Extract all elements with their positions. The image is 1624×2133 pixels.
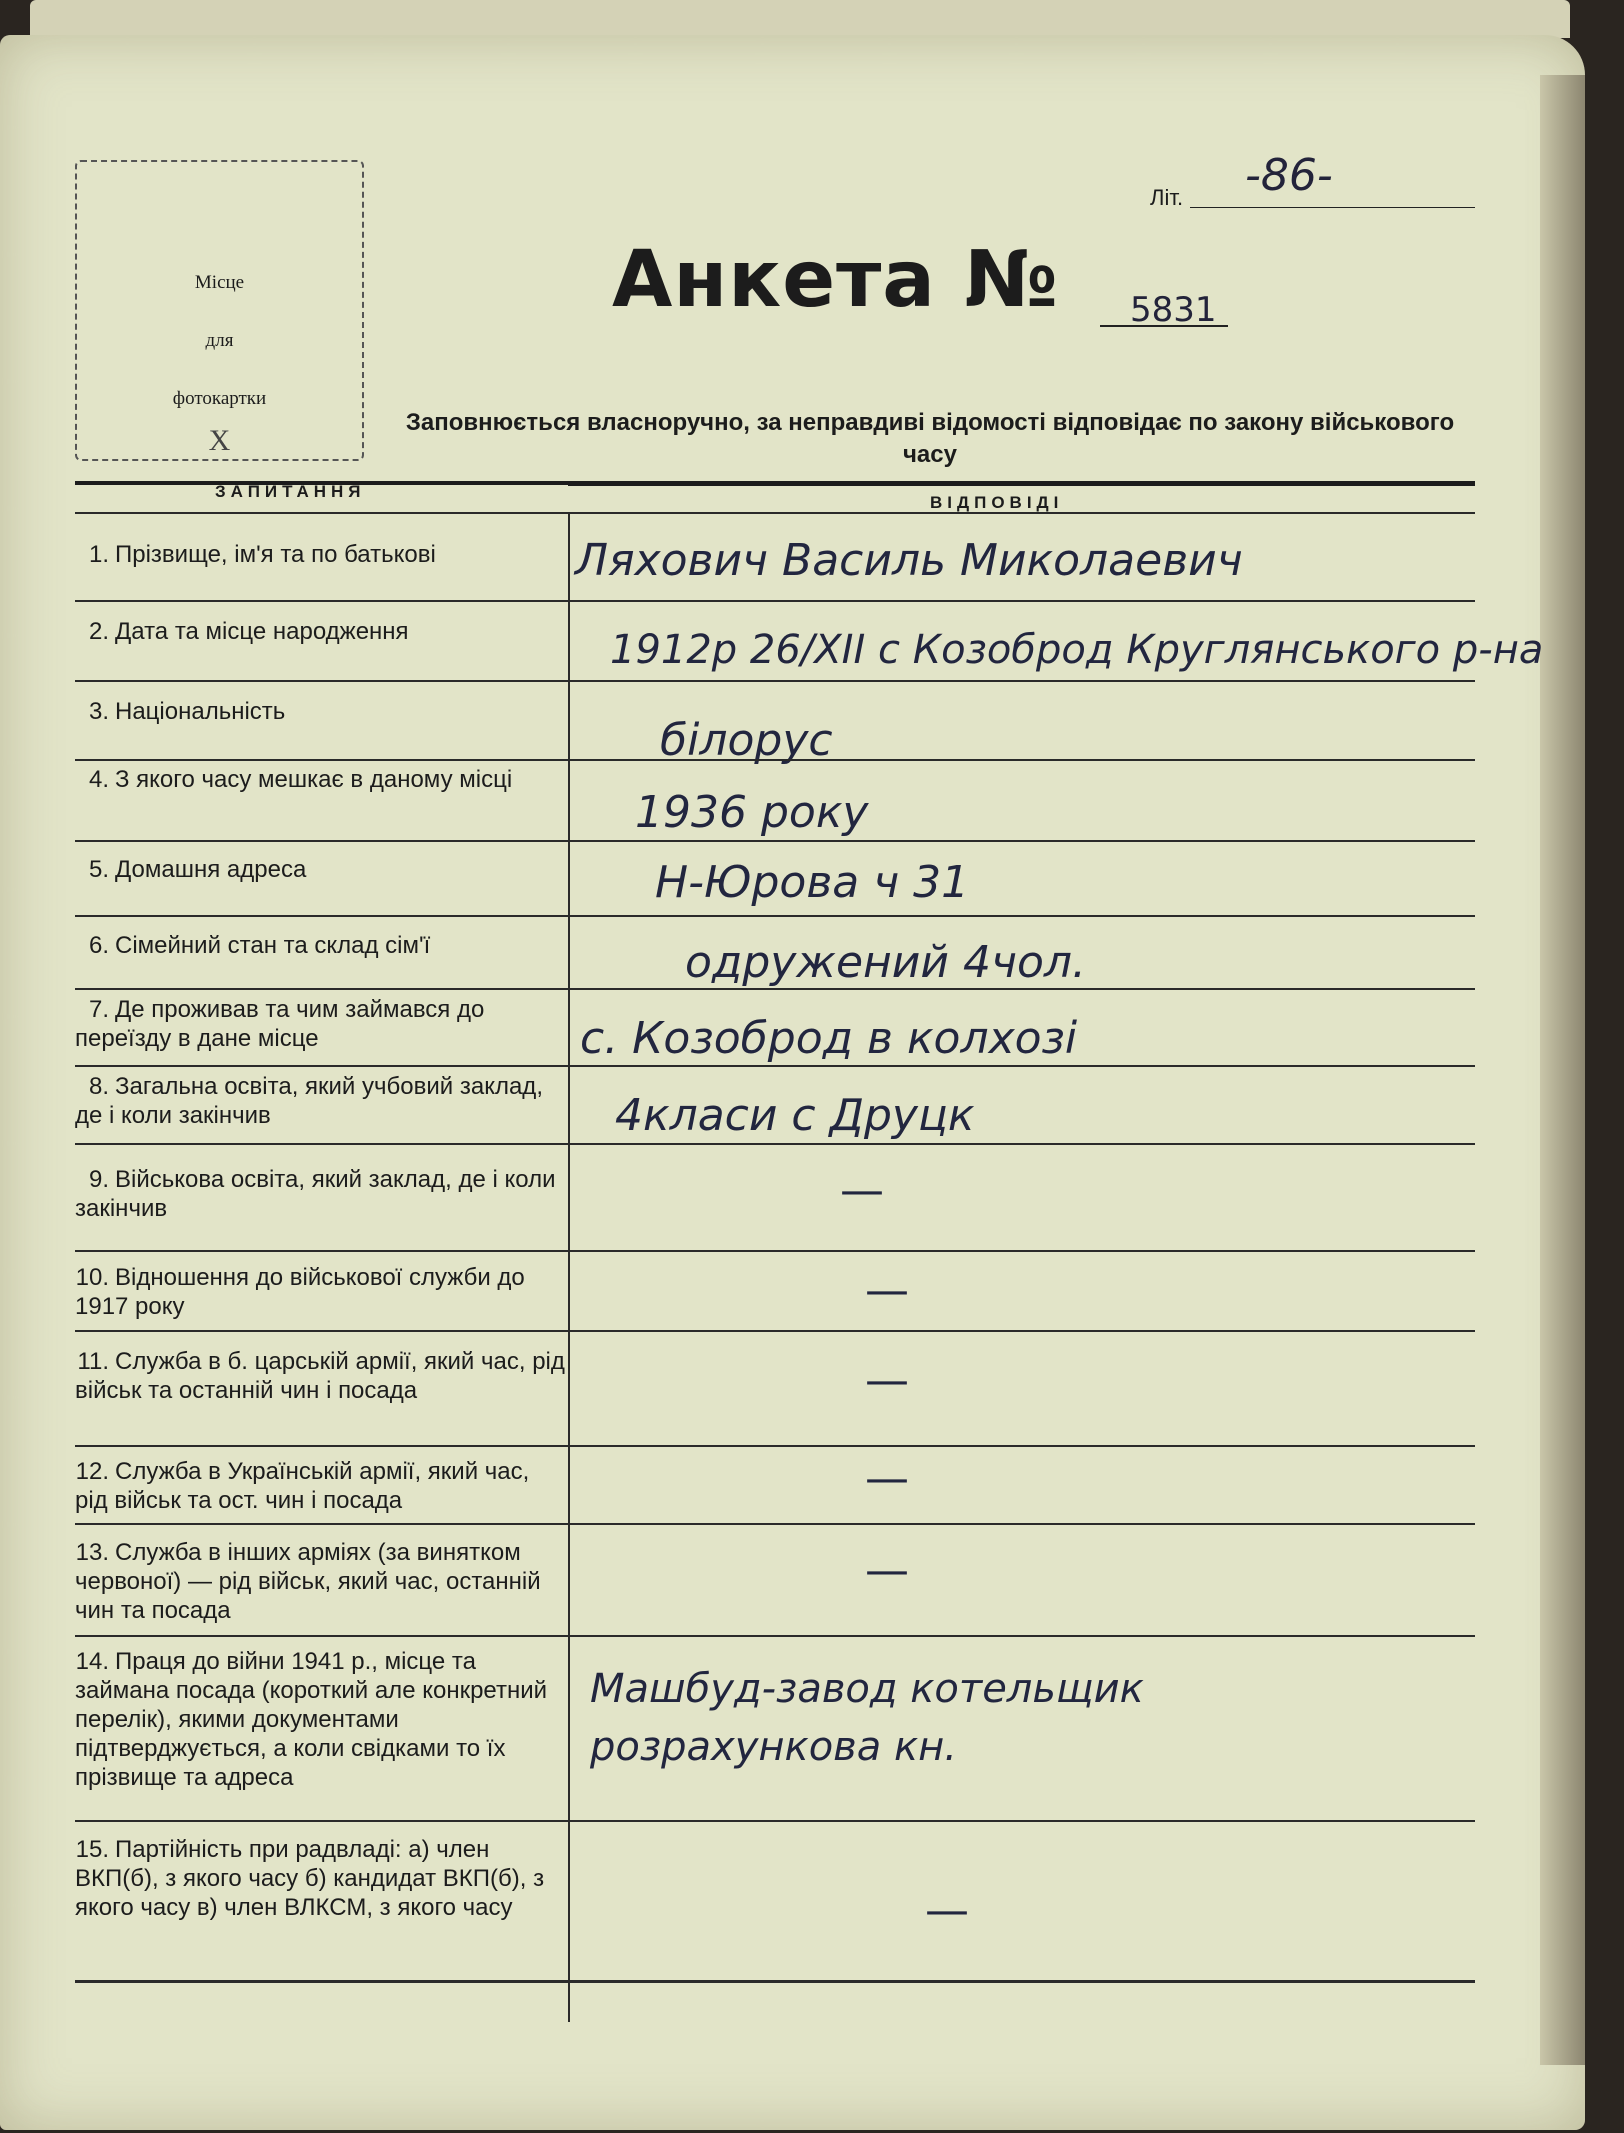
row-separator xyxy=(75,1635,1475,1637)
answer-dash: — xyxy=(840,1165,884,1216)
header-rule-bottom xyxy=(75,512,1475,514)
question-number: 8. xyxy=(88,1073,109,1100)
page-top-edge xyxy=(30,0,1570,38)
question-cell xyxy=(75,1457,565,1515)
row-separator xyxy=(75,680,1475,682)
question-text: Партійність при радвладі: а) член ВКП(б), з якого часу б) кандидат ВКП(б), з якого часу в) член ВЛКСМ, з якого часу xyxy=(75,1836,545,1921)
question-cell xyxy=(75,1647,565,1792)
question-cell xyxy=(75,995,565,1053)
question-number: 14. xyxy=(75,1648,109,1675)
question-cell xyxy=(75,931,565,960)
photo-label-line-1: Місце xyxy=(194,272,245,293)
question-text: Дата та місце народження xyxy=(115,618,409,645)
row-separator xyxy=(75,988,1475,990)
row-separator xyxy=(75,915,1475,917)
question-text: Служба в Українській армії, який час, рід військ та ост. чин і посада xyxy=(75,1458,530,1514)
lit-label: Літ. xyxy=(1150,185,1184,210)
row-separator xyxy=(75,1143,1475,1145)
question-number: 9. xyxy=(88,1166,109,1193)
lit-underline xyxy=(1190,207,1475,208)
question-cell xyxy=(75,1072,565,1130)
question-text: Де проживав та чим займався до переїзду в дане місце xyxy=(75,996,485,1052)
question-text: Національність xyxy=(115,698,286,725)
form-title: Анкета № xyxy=(612,235,1059,325)
row-separator xyxy=(75,1523,1475,1525)
photo-label-line-3: фотокартки xyxy=(172,388,267,409)
page-stack-edge xyxy=(1540,75,1585,2065)
question-number: 10. xyxy=(75,1264,109,1291)
question-cell xyxy=(75,855,565,884)
question-cell xyxy=(75,617,565,646)
form-number-underline xyxy=(1100,325,1228,327)
answer-text: 4класи с Друцк xyxy=(615,1090,975,1141)
question-text: Загальна освіта, який учбовий заклад, де і коли закінчив xyxy=(75,1073,543,1129)
question-number: 4. xyxy=(88,766,109,793)
column-header-questions: ЗАПИТАННЯ xyxy=(215,482,366,501)
question-number: 13. xyxy=(75,1539,109,1566)
question-cell xyxy=(75,1165,565,1223)
question-cell xyxy=(75,540,565,569)
question-number: 5. xyxy=(88,856,109,883)
answer-text: одружений 4чол. xyxy=(685,937,1086,988)
question-number: 6. xyxy=(88,932,109,959)
row-separator xyxy=(75,759,1475,761)
row-separator xyxy=(75,1250,1475,1252)
question-cell xyxy=(75,1263,565,1321)
question-number: 12. xyxy=(75,1458,109,1485)
photo-mark: Х xyxy=(208,424,231,457)
question-text: Праця до війни 1941 р., місце та займана посада (короткий але конкретний перелік), якими документами підтверджується, а коли свідками то їх прізвище та адреса xyxy=(75,1648,548,1791)
column-header-answers: ВІДПОВІДІ xyxy=(930,493,1064,512)
table-bottom-rule xyxy=(75,1980,1475,1983)
question-text: Відношення до військової служби до 1917 року xyxy=(75,1264,525,1320)
question-cell xyxy=(75,1835,565,1922)
row-separator xyxy=(75,1445,1475,1447)
lit-value: -86- xyxy=(1245,150,1333,201)
answer-text: білорус xyxy=(660,715,833,766)
question-number: 7. xyxy=(88,996,109,1023)
question-cell xyxy=(75,765,565,794)
form-number: 5831 xyxy=(1130,290,1217,330)
answer-text: Ляхович Василь Миколаевич xyxy=(575,535,1243,586)
question-text: З якого часу мешкає в даному місці xyxy=(115,766,513,793)
answer-dash: — xyxy=(865,1265,909,1316)
photo-label-line-2: для xyxy=(205,330,234,351)
answer-dash: — xyxy=(865,1453,909,1504)
question-text: Військова освіта, який заклад, де і коли закінчив xyxy=(75,1166,556,1222)
answer-text: Машбуд-завод котельщик розрахункова кн. xyxy=(590,1666,1144,1770)
answer-dash: — xyxy=(925,1885,969,1936)
answer-dash: — xyxy=(865,1355,909,1406)
question-text: Прізвище, ім'я та по батькові xyxy=(115,541,436,568)
answer-dash: — xyxy=(865,1545,909,1596)
question-text: Домашня адреса xyxy=(115,856,307,883)
question-text: Служба в інших арміях (за винятком червоної) — рід військ, який час, останній чин та посада xyxy=(75,1539,541,1624)
question-number: 2. xyxy=(88,618,109,645)
answer-text: Н-Юрова ч 31 xyxy=(655,857,970,908)
row-separator xyxy=(75,1330,1475,1332)
answer-text: 1912р 26/XII с Козоброд Круглянського р-на xyxy=(610,627,1544,673)
question-number: 15. xyxy=(75,1836,109,1863)
question-number: 11. xyxy=(77,1348,109,1375)
questionnaire-sheet xyxy=(0,35,1585,2130)
row-separator xyxy=(75,1820,1475,1822)
row-separator xyxy=(75,840,1475,842)
answer-text: 1936 року xyxy=(635,787,869,838)
row-separator xyxy=(75,600,1475,602)
answer-text: с. Козоброд в колхозі xyxy=(580,1013,1078,1064)
question-cell xyxy=(75,1538,565,1625)
question-number: 3. xyxy=(88,698,109,725)
question-cell xyxy=(75,697,565,726)
header-rule-answers xyxy=(568,483,1475,486)
question-cell xyxy=(75,1347,565,1405)
question-text: Служба в б. царській армії, який час, рід військ та останній чин і посада xyxy=(75,1348,565,1404)
column-divider xyxy=(568,512,570,2022)
question-text: Сімейний стан та склад сім'ї xyxy=(115,932,431,959)
form-subtitle: Заповнюється власноручно, за неправдиві відомості відповідає по закону військового часу xyxy=(405,409,1455,468)
photo-placeholder-box xyxy=(75,160,364,461)
question-number: 1. xyxy=(88,541,109,568)
row-separator xyxy=(75,1065,1475,1067)
